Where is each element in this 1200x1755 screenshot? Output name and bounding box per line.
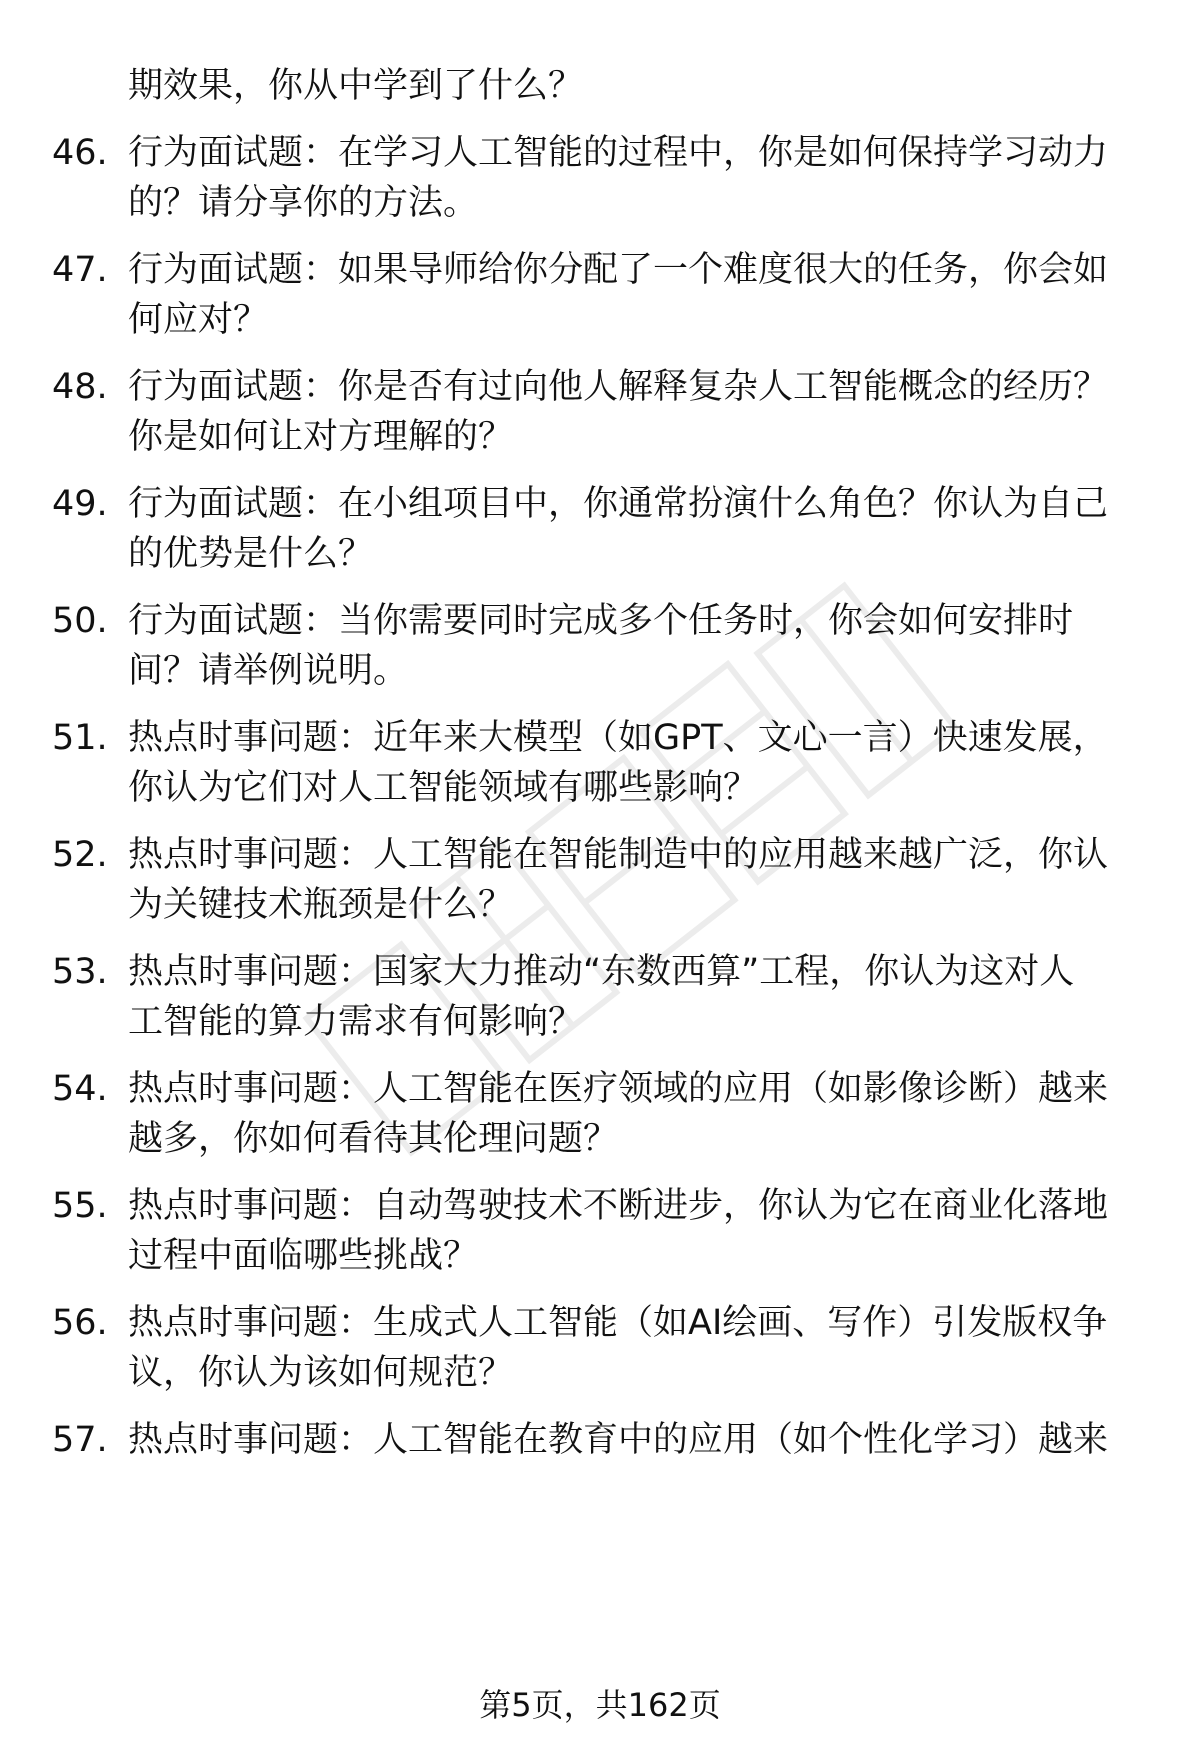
- list-item: [0, 1181, 1200, 1291]
- question-text: 行为面试题：你是否有过向他人解释复杂人工智能概念的经历？ 你是如何让对方理解的？: [128, 367, 1109, 457]
- question-text: 行为面试题：在小组项目中，你通常扮演什么角色？你认为自己 的优势是什么？: [128, 484, 1109, 574]
- question-text: 行为面试题：如果导师给你分配了一个难度很大的任务，你会如 何应对？: [128, 250, 1109, 340]
- question-number: 57.: [52, 1420, 108, 1460]
- list-item: [0, 1415, 1200, 1470]
- list-item: [0, 830, 1200, 940]
- list-item: [0, 596, 1200, 706]
- page-number-footer: 第5页，共162页: [479, 1686, 721, 1724]
- list-item: [0, 128, 1200, 238]
- question-text: 热点时事问题：生成式人工智能（如AI绘画、写作）引发版权争 议，你认为该如何规范？: [128, 1303, 1108, 1393]
- question-text: 热点时事问题：近年来大模型（如GPT、文心一言）快速发展， 你认为它们对人工智能领域有哪些影响？: [128, 718, 1108, 808]
- question-number: 46.: [52, 133, 108, 173]
- question-number: 49.: [52, 484, 108, 524]
- list-item: [0, 245, 1200, 355]
- question-number: 52.: [52, 835, 108, 875]
- list-item: [0, 1064, 1200, 1174]
- question-number: 47.: [52, 250, 108, 290]
- question-text: 热点时事问题：自动驾驶技术不断进步，你认为它在商业化落地 过程中面临哪些挑战？: [128, 1186, 1109, 1276]
- question-number: 56.: [52, 1303, 108, 1343]
- question-text: 行为面试题：当你需要同时完成多个任务时，你会如何安排时 间？请举例说明。: [128, 601, 1074, 691]
- question-text: 热点时事问题：人工智能在医疗领域的应用（如影像诊断）越来 越多，你如何看待其伦理问题？: [128, 1069, 1109, 1159]
- question-number: 51.: [52, 718, 108, 758]
- list-item: [0, 947, 1200, 1057]
- list-item: [0, 479, 1200, 589]
- question-number: 53.: [52, 952, 108, 992]
- continued-question-text: 期效果，你从中学到了什么？: [128, 66, 584, 106]
- question-number: 55.: [52, 1186, 108, 1226]
- question-text: 热点时事问题：人工智能在智能制造中的应用越来越广泛，你认 为关键技术瓶颈是什么？: [128, 835, 1109, 925]
- question-number: 50.: [52, 601, 108, 641]
- list-item: [0, 713, 1200, 823]
- question-text: 热点时事问题：人工智能在教育中的应用（如个性化学习）越来: [128, 1420, 1109, 1460]
- question-number: 54.: [52, 1069, 108, 1109]
- question-text: 热点时事问题：国家大力推动“东数西算”工程，你认为这对人 工智能的算力需求有何影响？: [128, 952, 1075, 1042]
- question-text: 行为面试题：在学习人工智能的过程中，你是如何保持学习动力 的？请分享你的方法。: [128, 133, 1109, 223]
- list-item: [0, 1298, 1200, 1408]
- question-number: 48.: [52, 367, 108, 407]
- list-item: [0, 362, 1200, 472]
